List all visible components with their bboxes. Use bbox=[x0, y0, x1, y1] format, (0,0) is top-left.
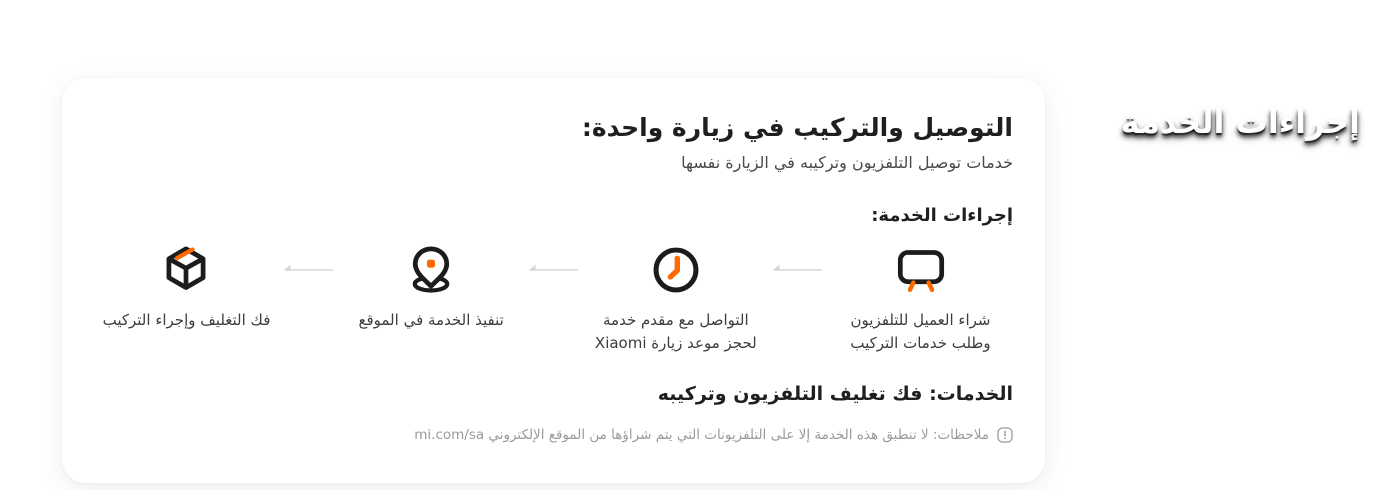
exclamation-circle-icon bbox=[997, 427, 1013, 443]
card-title: التوصيل والتركيب في زيارة واحدة: bbox=[581, 113, 1013, 142]
service-procedure-card bbox=[62, 78, 1045, 483]
steps-flow bbox=[94, 243, 1013, 356]
step-onsite-service bbox=[339, 243, 524, 332]
step-label: تنفيذ الخدمة في الموقع bbox=[358, 310, 504, 329]
step-purchase bbox=[828, 243, 1013, 356]
step-contact bbox=[583, 243, 768, 356]
step-label: فك التغليف وإجراء التركيب bbox=[102, 310, 271, 329]
flow-arrow-icon bbox=[768, 243, 828, 297]
tv-icon bbox=[894, 243, 948, 297]
note-text: ملاحظات: لا تنطبق هذه الخدمة إلا على التلفزيونات التي يتم شراؤها من الموقع الإلكتروني mi.com/sa bbox=[414, 427, 989, 443]
step-unpack-install bbox=[94, 243, 279, 332]
clock-icon bbox=[650, 243, 702, 297]
services-heading: الخدمات: فك تغليف التلفزيون وتركيبه bbox=[657, 383, 1013, 405]
package-box-icon bbox=[159, 243, 213, 297]
page-title: إجراءات الخدمة bbox=[1120, 103, 1360, 141]
card-subtitle: خدمات توصيل التلفزيون وتركيبه في الزيارة نفسها bbox=[681, 152, 1013, 172]
note bbox=[94, 427, 1013, 443]
step-label: شراء العميل للتلفزيون وطلب خدمات التركيب bbox=[850, 310, 991, 352]
flow-arrow-icon bbox=[524, 243, 584, 297]
flow-arrow-icon bbox=[279, 243, 339, 297]
section-heading: إجراءات الخدمة: bbox=[871, 204, 1013, 226]
step-label: التواصل مع مقدم خدمة لحجز موعد زيارة Xiaomi bbox=[594, 310, 757, 352]
location-pin-icon bbox=[404, 243, 458, 297]
